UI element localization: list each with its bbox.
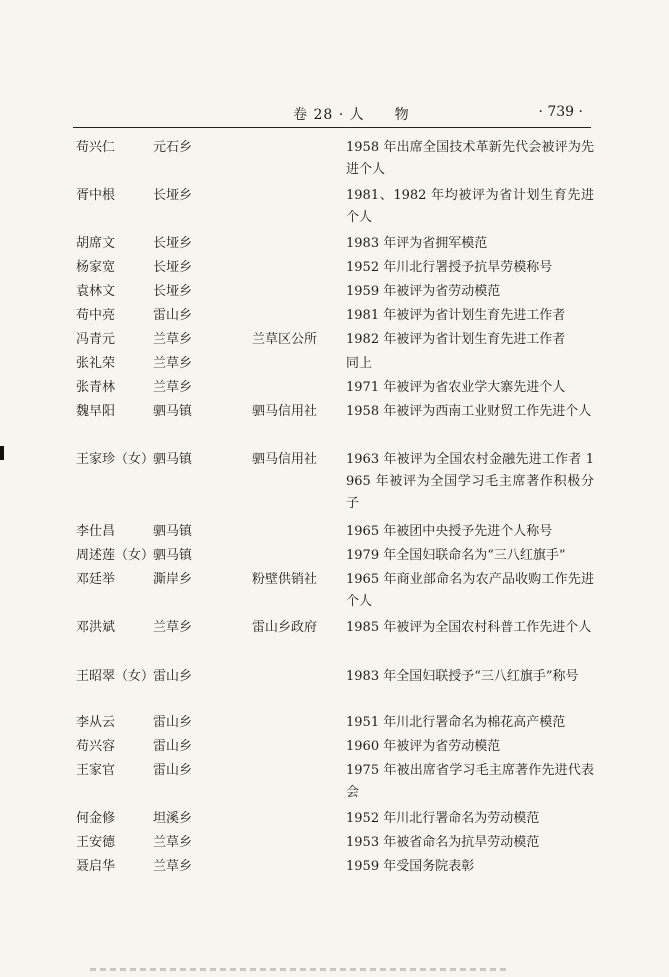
township: 长垭乡: [153, 284, 193, 299]
township: 澌岸乡: [153, 572, 193, 587]
township: 雷山乡: [153, 308, 193, 323]
honor-text: 1979 年全国妇联命名为“三八红旗手”: [346, 548, 566, 563]
person-name: 袁林文: [76, 284, 116, 299]
person-name: 邓廷举: [76, 572, 116, 587]
person-name: 胥中根: [76, 188, 116, 203]
person-name: 王家珍（女）: [76, 452, 155, 467]
honor-text: 1982 年被评为省计划生育先进工作者: [346, 332, 566, 347]
person-name: 张青林: [76, 380, 116, 395]
township: 长垭乡: [153, 260, 193, 275]
honor-text: 1959 年受国务院表彰: [346, 859, 475, 874]
township: 坦溪乡: [153, 811, 193, 826]
scan-edge-mark: [0, 446, 4, 460]
township: 驷马镇: [153, 548, 193, 563]
honor-text: 同上: [346, 356, 373, 371]
honor-text: 1958 年被评为西南工业财贸工作先进个人: [346, 404, 592, 419]
person-name: 李仕昌: [76, 524, 116, 539]
person-name: 苟兴容: [76, 739, 116, 754]
person-name: 何金修: [76, 811, 116, 826]
person-name: 杨家宽: [76, 260, 116, 275]
township: 兰草乡: [153, 620, 193, 635]
honor-text: 1959 年被评为省劳动模范: [346, 284, 501, 299]
person-name: 周述莲（女）: [76, 548, 155, 563]
honor-text: 1958 年出席全国技术革新先代会被评为先进个人: [346, 140, 594, 177]
township: 雷山乡: [153, 669, 193, 684]
person-name: 冯青元: [76, 332, 116, 347]
page-header: [73, 104, 593, 126]
person-name: 胡席文: [76, 236, 116, 251]
township: 兰草乡: [153, 859, 193, 874]
honor-text: 1952 年川北行署命名为劳动模范: [346, 811, 540, 826]
person-name: 王昭翠（女）: [76, 669, 155, 684]
work-unit: 兰草区公所: [252, 332, 318, 347]
person-name: 聂启华: [76, 859, 116, 874]
honor-text: 1981 年被评为省计划生育先进工作者: [346, 308, 566, 323]
honor-text: 1983 年评为省拥军模范: [346, 236, 488, 251]
work-unit: 雷山乡政府: [252, 620, 318, 635]
township: 兰草乡: [153, 356, 193, 371]
person-name: 王安德: [76, 835, 116, 850]
honor-text: 1985 年被评为全国农村科普工作先进个人: [346, 620, 592, 635]
honor-text: 1963 年被评为全国农村金融先进工作者 1965 年被评为全国学习毛主席著作积极分子: [346, 452, 594, 511]
page-number: · 739 ·: [538, 104, 583, 120]
township: 驷马镇: [153, 404, 193, 419]
person-name: 王家官: [76, 763, 116, 778]
township: 兰草乡: [153, 835, 193, 850]
honor-text: 1951 年川北行署命名为棉花高产模范: [346, 715, 566, 730]
person-name: 魏早阳: [76, 404, 116, 419]
township: 雷山乡: [153, 739, 193, 754]
person-name: 张礼荣: [76, 356, 116, 371]
township: 兰草乡: [153, 332, 193, 347]
bleed-through-shadow: [90, 968, 510, 971]
work-unit: 驷马信用社: [252, 452, 318, 467]
township: 长垭乡: [153, 236, 193, 251]
honor-text: 1965 年商业部命名为农产品收购工作先进个人: [346, 572, 594, 609]
township: 雷山乡: [153, 715, 193, 730]
work-unit: 驷马信用社: [252, 404, 318, 419]
township: 雷山乡: [153, 763, 193, 778]
honor-text: 1983 年全国妇联授予“三八红旗手”称号: [346, 669, 579, 684]
header-rule: [73, 127, 591, 128]
township: 驷马镇: [153, 524, 193, 539]
person-name: 李从云: [76, 715, 116, 730]
honor-text: 1975 年被出席省学习毛主席著作先进代表会: [346, 763, 594, 800]
township: 兰草乡: [153, 380, 193, 395]
person-name: 邓洪斌: [76, 620, 116, 635]
honor-text: 1952 年川北行署授予抗旱劳模称号: [346, 260, 553, 275]
honor-text: 1971 年被评为省农业学大寨先进个人: [346, 380, 566, 395]
running-head: 卷 28 · 人 物: [293, 107, 410, 123]
township: 元石乡: [153, 140, 193, 155]
honor-text: 1981、1982 年均被评为省计划生育先进个人: [346, 188, 594, 225]
township: 驷马镇: [153, 452, 193, 467]
honor-text: 1953 年被省命名为抗旱劳动模范: [346, 835, 540, 850]
honor-text: 1960 年被评为省劳动模范: [346, 739, 501, 754]
person-name: 苟中亮: [76, 308, 116, 323]
person-name: 苟兴仁: [76, 140, 116, 155]
honor-text: 1965 年被团中央授予先进个人称号: [346, 524, 553, 539]
township: 长垭乡: [153, 188, 193, 203]
work-unit: 粉壁供销社: [252, 572, 318, 587]
